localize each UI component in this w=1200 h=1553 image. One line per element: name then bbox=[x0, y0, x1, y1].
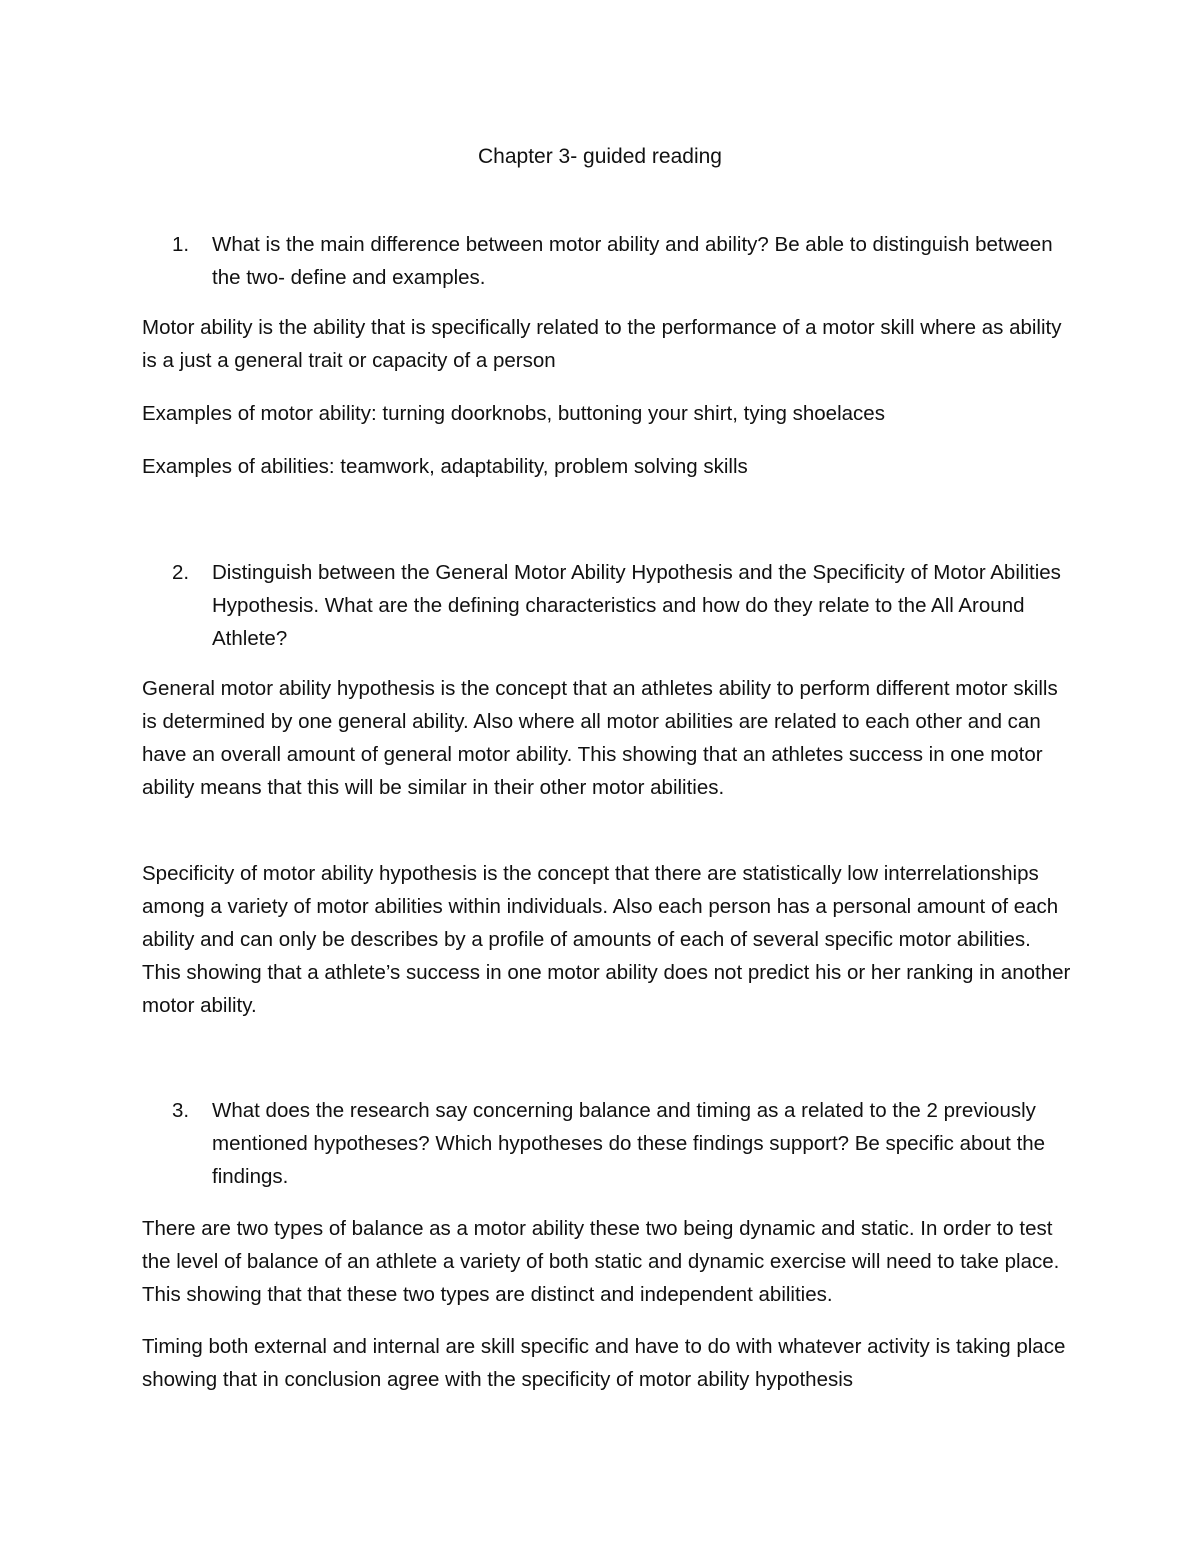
question-number: 2. bbox=[172, 561, 190, 584]
answer-paragraph: Specificity of motor ability hypothesis is the concept that there are statistically low interrelationships among a variety of motor abilities within individuals. Also each person has a personal amount of each ability and can only be describes by a profile of amounts of each of several specific motor abilities. This showing that a athlete’s success in one motor ability does not predict his or her ranking in another motor ability. bbox=[142, 862, 1071, 1017]
answer-paragraph: Examples of motor ability: turning doorknobs, buttoning your shirt, tying shoelaces bbox=[142, 402, 885, 425]
answer-paragraph: Examples of abilities: teamwork, adaptability, problem solving skills bbox=[142, 455, 748, 478]
question-1 bbox=[172, 228, 1072, 294]
question-text: What is the main difference between motor ability and ability? Be able to distinguish between the two- define and examples. bbox=[212, 233, 1053, 289]
question-text: What does the research say concerning balance and timing as a related to the 2 previously mentioned hypotheses? Which hypotheses do these findings support? Be specific about the findings. bbox=[212, 1099, 1046, 1188]
answer-paragraph: There are two types of balance as a motor ability these two being dynamic and static. In order to test the level of balance of an athlete a variety of both static and dynamic exercise will need to take place. This showing that that these two types are distinct and independent abilities. bbox=[142, 1217, 1060, 1306]
answer-paragraph: General motor ability hypothesis is the concept that an athletes ability to perform different motor skills is determined by one general ability. Also where all motor abilities are related to each other and can have an overall amount of general motor ability. This showing that an athletes success in one motor ability means that this will be similar in their other motor abilities. bbox=[142, 677, 1058, 799]
question-number: 1. bbox=[172, 233, 190, 256]
question-3 bbox=[172, 1094, 1072, 1193]
question-text: Distinguish between the General Motor Ability Hypothesis and the Specificity of Motor Abilities Hypothesis. What are the defining characteristics and how do they relate to the All Around Athlete? bbox=[212, 561, 1061, 650]
document-title: Chapter 3- guided reading bbox=[477, 145, 722, 168]
answer-paragraph: Timing both external and internal are skill specific and have to do with whatever activity is taking place showing that in conclusion agree with the specificity of motor ability hypothesis bbox=[142, 1335, 1066, 1391]
answer-paragraph: Motor ability is the ability that is specifically related to the performance of a motor skill where as ability is a just a general trait or capacity of a person bbox=[142, 316, 1062, 372]
question-2 bbox=[172, 556, 1072, 655]
question-number: 3. bbox=[172, 1099, 190, 1122]
